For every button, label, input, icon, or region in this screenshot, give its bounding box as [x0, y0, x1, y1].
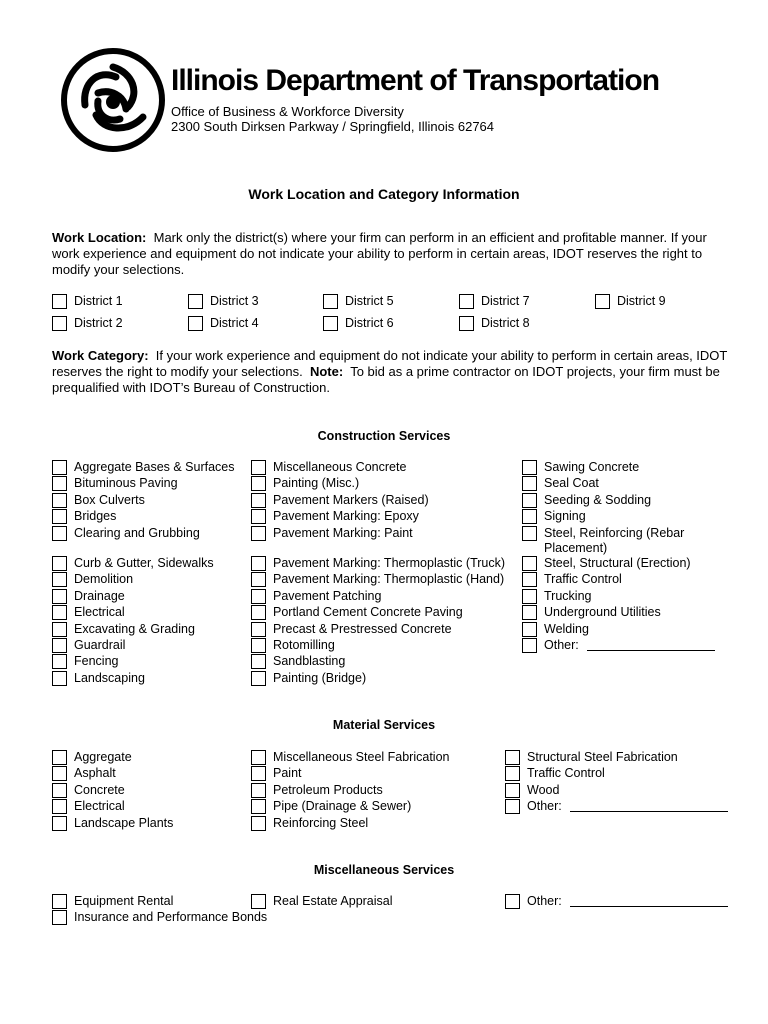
work-category-paragraph [52, 348, 732, 396]
checkbox-item-other[interactable] [522, 638, 715, 653]
checkbox-label: Miscellaneous Steel Fabrication [273, 750, 450, 764]
checkbox-label: Steel, Structural (Erection) [544, 556, 691, 570]
checkbox-label: Bridges [74, 509, 117, 524]
checkbox[interactable] [52, 460, 67, 475]
checkbox-item-other[interactable] [505, 894, 728, 909]
checkbox-label: Demolition [74, 572, 134, 587]
checkbox-label: Equipment Rental [74, 894, 174, 908]
checkbox-label: Electrical [74, 605, 125, 620]
checkbox-label: Wood [527, 782, 560, 797]
checkbox-label: Landscape Plants [74, 815, 174, 830]
checkbox[interactable] [459, 294, 474, 309]
checkbox-label: Pavement Patching [273, 588, 382, 603]
checkbox[interactable] [52, 294, 67, 309]
checkbox-item-miscellaneous-steel-fabrication[interactable] [251, 750, 449, 765]
checkbox-item-steel-structural-erection[interactable] [522, 556, 691, 571]
checkbox-item-pavement-patching[interactable] [251, 589, 381, 604]
checkbox[interactable] [52, 622, 67, 637]
checkbox-label: Curb & Gutter, Sidewalks [74, 556, 214, 570]
checkbox-item-paint[interactable] [251, 766, 302, 781]
checkbox-label: Fencing [74, 654, 119, 669]
checkbox[interactable] [251, 894, 266, 909]
checkbox-item-wood[interactable] [505, 783, 559, 798]
work-category-text: If your work experience and equipment do not indicate your ability to perform in certain areas, IDOT reserves the right to modify your selections. [52, 348, 728, 379]
checkbox-item-pavement-markers-raised[interactable] [251, 493, 429, 508]
checkbox[interactable] [505, 783, 520, 798]
checkbox-item-precast-prestressed-concrete[interactable] [251, 622, 452, 637]
checkbox-item-pavement-marking-thermoplastic-truck[interactable] [251, 556, 505, 571]
checkbox-label: Clearing and Grubbing [74, 525, 200, 540]
checkbox-item-structural-steel-fabrication[interactable] [505, 750, 678, 765]
checkbox[interactable] [505, 799, 520, 814]
checkbox[interactable] [251, 572, 266, 587]
checkbox-label: District 5 [345, 294, 394, 308]
construction-services-heading: Construction Services [317, 429, 451, 443]
office-name: Office of Business & Workforce Diversity [171, 104, 404, 119]
checkbox[interactable] [459, 316, 474, 331]
checkbox-item-bridges[interactable] [52, 509, 116, 524]
checkbox[interactable] [251, 638, 266, 653]
checkbox[interactable] [251, 589, 266, 604]
checkbox[interactable] [522, 460, 537, 475]
checkbox-item-painting-misc[interactable] [251, 476, 359, 491]
checkbox-item-other[interactable] [505, 799, 728, 814]
miscellaneous-services-heading: Miscellaneous Services [313, 863, 455, 877]
checkbox[interactable] [251, 750, 266, 765]
other-blank-line[interactable] [570, 894, 728, 907]
checkbox[interactable] [251, 622, 266, 637]
work-location-text: Mark only the district(s) where your firm can perform in an efficient and profitable manner. If your work experience and equipment do not indicate your ability to perform in certain areas, IDOT reserves the right to modify your selections. [52, 230, 707, 277]
checkbox[interactable] [522, 493, 537, 508]
checkbox[interactable] [323, 316, 338, 331]
checkbox-item-district-6[interactable] [323, 316, 394, 331]
checkbox-item-district-4[interactable] [188, 316, 259, 331]
checkbox-label: Seal Coat [544, 476, 599, 491]
checkbox-label: Traffic Control [544, 572, 622, 587]
checkbox[interactable] [522, 526, 537, 541]
checkbox-item-district-5[interactable] [323, 294, 394, 309]
checkbox-item-welding[interactable] [522, 622, 589, 637]
checkbox-label: Aggregate Bases & Surfaces [74, 460, 235, 474]
checkbox-item-pipe-drainage-sewer[interactable] [251, 799, 411, 814]
checkbox[interactable] [505, 750, 520, 765]
checkbox-label: Asphalt [74, 766, 116, 781]
page-title: Work Location and Category Information [248, 186, 520, 202]
checkbox-item-clearing-and-grubbing[interactable] [52, 526, 200, 541]
checkbox-label: Concrete [74, 782, 125, 797]
checkbox[interactable] [505, 766, 520, 781]
checkbox-item-pavement-marking-thermoplastic-hand[interactable] [251, 572, 504, 587]
checkbox-label: Pavement Marking: Epoxy [273, 509, 419, 524]
checkbox-label: Pavement Marking: Thermoplastic (Truck) [273, 556, 506, 570]
checkbox-label: District 9 [617, 294, 666, 308]
checkbox[interactable] [188, 316, 203, 331]
checkbox-item-district-2[interactable] [52, 316, 123, 331]
checkbox[interactable] [323, 294, 338, 309]
checkbox-label: Precast & Prestressed Concrete [273, 621, 452, 636]
checkbox[interactable] [522, 476, 537, 491]
checkbox[interactable] [595, 294, 610, 309]
checkbox[interactable] [522, 638, 537, 653]
note-text: To bid as a prime contractor on IDOT projects, your firm must be prequalified with IDOT’s Bureau of Construction. [52, 364, 720, 395]
checkbox[interactable] [52, 783, 67, 798]
idot-logo [58, 45, 168, 155]
checkbox-label: Aggregate [74, 750, 132, 764]
checkbox[interactable] [251, 671, 266, 686]
checkbox-label: Petroleum Products [273, 782, 383, 797]
work-category-label: Work Category: [52, 348, 149, 363]
checkbox[interactable] [52, 556, 67, 571]
checkbox-label: Bituminous Paving [74, 476, 178, 491]
checkbox[interactable] [505, 894, 520, 909]
checkbox[interactable] [52, 572, 67, 587]
checkbox[interactable] [52, 750, 67, 765]
checkbox-label: Drainage [74, 588, 125, 603]
checkbox-item-district-7[interactable] [459, 294, 530, 309]
checkbox[interactable] [52, 526, 67, 541]
other-blank-line[interactable] [570, 799, 728, 812]
checkbox-item-landscaping[interactable] [52, 671, 145, 686]
checkbox-label: District 7 [481, 294, 530, 308]
checkbox-item-seal-coat[interactable] [522, 476, 599, 491]
checkbox[interactable] [522, 605, 537, 620]
checkbox-item-district-3[interactable] [188, 294, 259, 309]
checkbox-label: Welding [544, 621, 589, 636]
checkbox-label: District 8 [481, 316, 530, 330]
checkbox-label: Landscaping [74, 670, 145, 685]
checkbox-item-petroleum-products[interactable] [251, 783, 383, 798]
checkbox-label: Traffic Control [527, 766, 605, 781]
checkbox-item-landscape-plants[interactable] [52, 816, 173, 831]
checkbox-item-pavement-marking-paint[interactable] [251, 526, 413, 541]
checkbox[interactable] [522, 509, 537, 524]
checkbox[interactable] [52, 894, 67, 909]
checkbox[interactable] [522, 556, 537, 571]
checkbox-item-traffic-control[interactable] [522, 572, 622, 587]
checkbox[interactable] [522, 622, 537, 637]
checkbox[interactable] [52, 671, 67, 686]
checkbox-item-seeding-sodding[interactable] [522, 493, 651, 508]
checkbox-item-district-8[interactable] [459, 316, 530, 331]
checkbox-item-electrical[interactable] [52, 799, 125, 814]
checkbox-label: Other: [527, 799, 562, 814]
checkbox[interactable] [251, 783, 266, 798]
checkbox[interactable] [52, 766, 67, 781]
checkbox-label: Box Culverts [74, 492, 145, 507]
checkbox-item-sandblasting[interactable] [251, 654, 345, 669]
checkbox-item-demolition[interactable] [52, 572, 133, 587]
checkbox[interactable] [251, 816, 266, 831]
checkbox-label: Other: [527, 894, 562, 908]
checkbox-item-district-9[interactable] [595, 294, 666, 309]
checkbox-item-signing[interactable] [522, 509, 586, 524]
checkbox-label: Electrical [74, 799, 125, 814]
checkbox-label: Other: [544, 638, 579, 652]
checkbox-label: District 6 [345, 316, 394, 330]
checkbox-item-box-culverts[interactable] [52, 493, 145, 508]
work-location-paragraph [52, 230, 732, 278]
checkbox-item-real-estate-appraisal[interactable] [251, 894, 393, 909]
checkbox-item-district-1[interactable] [52, 294, 123, 309]
checkbox-item-electrical[interactable] [52, 605, 125, 620]
checkbox-item-steel-reinforcing-rebar-placement[interactable] [522, 526, 724, 556]
checkbox-label: Excavating & Grading [74, 621, 195, 636]
checkbox-item-painting-bridge[interactable] [251, 671, 366, 686]
checkbox[interactable] [52, 589, 67, 604]
checkbox-item-fencing[interactable] [52, 654, 118, 669]
checkbox-label: District 3 [210, 294, 259, 308]
checkbox-label: District 2 [74, 316, 123, 330]
checkbox-item-curb-gutter-sidewalks[interactable] [52, 556, 214, 571]
checkbox-item-bituminous-paving[interactable] [52, 476, 178, 491]
note-label: Note: [309, 364, 344, 379]
checkbox-label: Pavement Marking: Thermoplastic (Hand) [273, 572, 505, 587]
checkbox[interactable] [522, 589, 537, 604]
work-location-label: Work Location: [52, 230, 147, 245]
agency-name: Illinois Department of Transportation [171, 64, 660, 97]
checkbox-label: Painting (Bridge) [273, 670, 367, 685]
checkbox[interactable] [251, 605, 266, 620]
checkbox-label: Pipe (Drainage & Sewer) [273, 799, 412, 814]
checkbox-item-underground-utilities[interactable] [522, 605, 661, 620]
checkbox-label: Underground Utilities [544, 605, 661, 620]
checkbox-item-pavement-marking-epoxy[interactable] [251, 509, 419, 524]
checkbox[interactable] [52, 654, 67, 669]
checkbox[interactable] [52, 316, 67, 331]
checkbox-label: Pavement Marking: Paint [273, 525, 413, 540]
checkbox[interactable] [52, 910, 67, 925]
checkbox-label: Pavement Markers (Raised) [273, 492, 429, 507]
checkbox-label: Rotomilling [273, 638, 335, 652]
checkbox[interactable] [52, 493, 67, 508]
checkbox[interactable] [251, 460, 266, 475]
checkbox-label: Insurance and Performance Bonds [74, 910, 268, 925]
checkbox-item-guardrail[interactable] [52, 638, 125, 653]
checkbox-label: Paint [273, 766, 302, 781]
checkbox-label: Reinforcing Steel [273, 815, 369, 830]
checkbox[interactable] [251, 556, 266, 571]
checkbox-item-drainage[interactable] [52, 589, 125, 604]
checkbox-item-traffic-control[interactable] [505, 766, 605, 781]
checkbox-label: Signing [544, 509, 586, 524]
checkbox[interactable] [251, 509, 266, 524]
checkbox-item-concrete[interactable] [52, 783, 125, 798]
checkbox-label: Sawing Concrete [544, 460, 640, 474]
checkbox-item-insurance-and-performance-bonds[interactable] [52, 910, 267, 925]
checkbox-item-trucking[interactable] [522, 589, 591, 604]
checkbox-label: Portland Cement Concrete Paving [273, 605, 463, 620]
checkbox-label: Painting (Misc.) [273, 476, 360, 491]
checkbox[interactable] [251, 799, 266, 814]
checkbox-item-miscellaneous-concrete[interactable] [251, 460, 406, 475]
checkbox[interactable] [251, 476, 266, 491]
checkbox[interactable] [251, 493, 266, 508]
other-blank-line[interactable] [587, 638, 715, 651]
checkbox-label: District 4 [210, 316, 259, 330]
checkbox-item-excavating-grading[interactable] [52, 622, 195, 637]
office-address: 2300 South Dirksen Parkway / Springfield, Illinois 62764 [171, 119, 495, 134]
checkbox-label: Miscellaneous Concrete [273, 460, 407, 474]
checkbox-item-reinforcing-steel[interactable] [251, 816, 368, 831]
checkbox-label: Guardrail [74, 638, 126, 652]
checkbox[interactable] [52, 509, 67, 524]
checkbox-label: Seeding & Sodding [544, 492, 652, 507]
material-services-heading: Material Services [332, 718, 436, 732]
checkbox[interactable] [251, 654, 266, 669]
checkbox[interactable] [522, 572, 537, 587]
checkbox-label: District 1 [74, 294, 123, 308]
checkbox[interactable] [188, 294, 203, 309]
checkbox-label: Structural Steel Fabrication [527, 750, 678, 764]
checkbox-label: Steel, Reinforcing (Rebar Placement) [544, 525, 685, 555]
checkbox[interactable] [251, 526, 266, 541]
checkbox-item-rotomilling[interactable] [251, 638, 335, 653]
checkbox[interactable] [52, 799, 67, 814]
checkbox[interactable] [52, 816, 67, 831]
checkbox-item-aggregate-bases-surfaces[interactable] [52, 460, 235, 475]
checkbox[interactable] [52, 638, 67, 653]
checkbox[interactable] [52, 605, 67, 620]
checkbox[interactable] [52, 476, 67, 491]
checkbox-label: Trucking [544, 588, 592, 603]
checkbox-item-equipment-rental[interactable] [52, 894, 173, 909]
checkbox-label: Real Estate Appraisal [273, 894, 393, 908]
checkbox-label: Sandblasting [273, 654, 346, 669]
checkbox-item-sawing-concrete[interactable] [522, 460, 639, 475]
checkbox-item-portland-cement-concrete-paving[interactable] [251, 605, 463, 620]
checkbox[interactable] [251, 766, 266, 781]
checkbox-item-aggregate[interactable] [52, 750, 132, 765]
checkbox-item-asphalt[interactable] [52, 766, 116, 781]
